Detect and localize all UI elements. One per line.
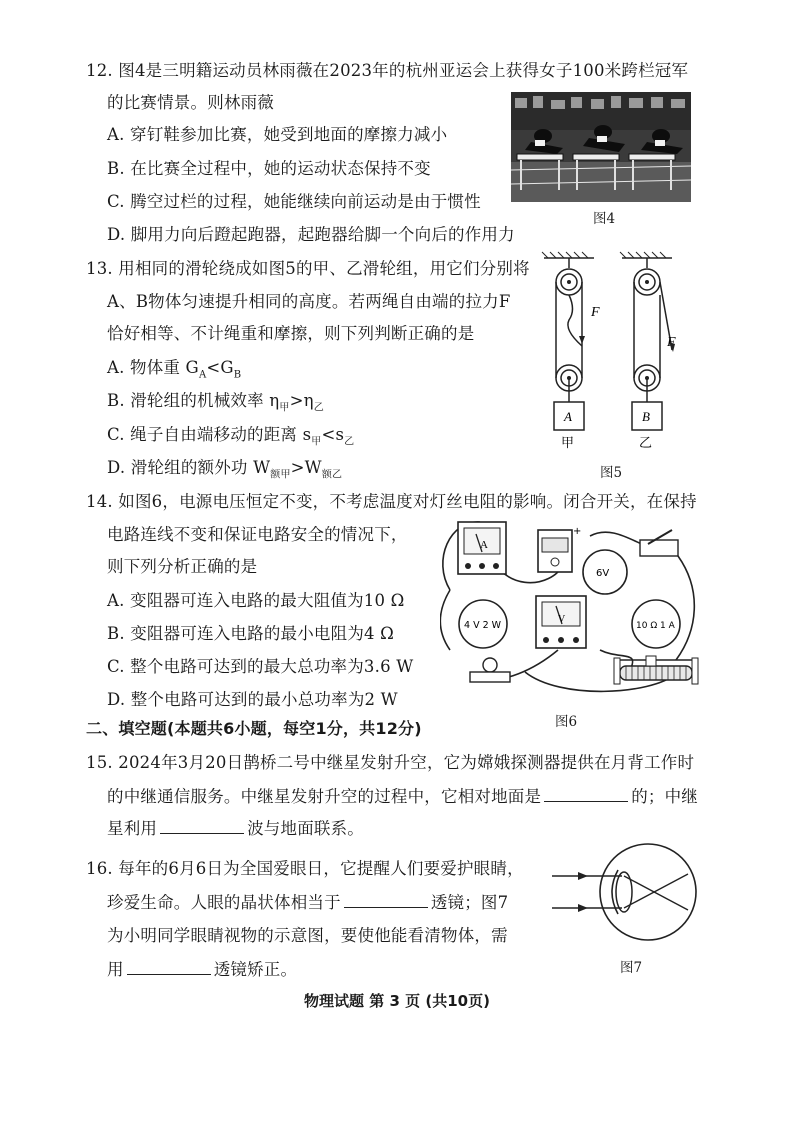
q14-line2: 电路连线不变和保证电路安全的情况下，	[107, 525, 408, 544]
q14-option-a: A. 变阻器可连入电路的最大阻值为10 Ω	[107, 591, 405, 610]
circuit-diagram	[440, 500, 702, 705]
q14-option-d: D. 整个电路可达到的最小总功率为2 W	[107, 690, 398, 709]
q15-line3: 星利用 波与地面联系。	[107, 819, 365, 838]
q12-option-a: A. 穿钉鞋参加比赛，她受到地面的摩擦力减小	[107, 125, 448, 144]
force-label-yi: F	[667, 335, 676, 350]
q12-option-b: B. 在比赛全过程中，她的运动状态保持不变	[107, 159, 431, 178]
q13-line3: 恰好相等、不计绳重和摩擦，则下列判断正确的是	[107, 324, 475, 343]
q13-option-a: A. 物体重 $G_A<G_B$	[107, 358, 242, 381]
voltmeter-icon	[536, 596, 586, 648]
label-yi: 乙	[639, 436, 653, 450]
q15-blank-1[interactable]	[544, 787, 628, 802]
lamp-icon	[470, 658, 510, 682]
q13-line1: 13. 用相同的滑轮绕成如图5的甲、乙滑轮组，用它们分别将	[86, 259, 530, 278]
page-footer: 物理试题 第 3 页 (共10页)	[304, 992, 490, 1010]
q16-line3: 为小明同学眼睛视物的示意图，要使他能看清物体，需	[107, 926, 508, 945]
q12-line1: 12. 图4是三明籍运动员林雨薇在2023年的杭州亚运会上获得女子100米跨栏冠军	[86, 61, 689, 80]
q15-blank-2[interactable]	[160, 819, 244, 834]
block-a-label: A	[564, 409, 572, 424]
q13-option-d: D. 滑轮组的额外功 $W_{额甲}>W_{额乙}$	[107, 458, 343, 481]
q16-line4: 用 透镜矫正。	[107, 960, 298, 979]
source-voltage-label: 6V	[596, 568, 610, 579]
rheostat-icon	[614, 656, 698, 684]
q16-blank-1[interactable]	[344, 893, 428, 908]
q15-line2: 的中继通信服务。中继星发射升空的过程中，它相对地面是 的；中继	[107, 787, 699, 806]
svg-text:+: +	[573, 526, 582, 537]
q14-option-c: C. 整个电路可达到的最大总功率为3.6 W	[107, 657, 414, 676]
q12-line2: 的比赛情景。则林雨薇	[107, 93, 274, 112]
q16-line2: 珍爱生命。人眼的晶状体相当于 透镜；图7	[107, 893, 509, 912]
q13-option-c: C. 绳子自由端移动的距离 $s_甲<s_乙$	[107, 425, 355, 448]
q13-option-b: B. 滑轮组的机械效率 $\eta_甲>\eta_乙$	[107, 391, 324, 414]
q15-line1: 15. 2024年3月20日鹊桥二号中继星发射升空，它为嫦娥探测器提供在月背工作时	[86, 753, 695, 772]
q16-blank-2[interactable]	[127, 960, 211, 975]
q13-line2: A、B物体匀速提升相同的高度。若两绳自由端的拉力F	[107, 292, 511, 311]
q14-line3: 则下列分析正确的是	[107, 557, 258, 576]
figure4-caption: 图4	[593, 211, 616, 227]
hurdle-race-photo	[511, 92, 691, 202]
q12-option-c: C. 腾空过栏的过程，她能继续向前运动是由于惯性	[107, 192, 481, 211]
q16-line1: 16. 每年的6月6日为全国爱眼日，它提醒人们要爱护眼睛，	[86, 859, 524, 878]
figure5-caption: 图5	[600, 465, 623, 481]
switch-icon	[640, 530, 678, 556]
q14-line1: 14. 如图6，电源电压恒定不变，不考虑温度对灯丝电阻的影响。闭合开关，在保持	[86, 492, 697, 511]
figure6-caption: 图6	[555, 714, 578, 730]
voltmeter-label: V	[558, 614, 566, 625]
block-b-label: B	[642, 409, 650, 424]
rheostat-rating-label: 10 Ω 1 A	[636, 621, 675, 631]
eye-diagram	[548, 836, 698, 951]
q12-option-d: D. 脚用力向后蹬起跑器，起跑器给脚一个向后的作用力	[107, 225, 515, 244]
battery-icon	[538, 526, 581, 572]
q14-option-b: B. 变阻器可连入电路的最小电阻为4 Ω	[107, 624, 395, 643]
figure7-caption: 图7	[620, 960, 643, 976]
pulley-diagram	[536, 250, 686, 450]
ammeter-label: A	[480, 539, 488, 551]
lamp-rating-label: 4 V 2 W	[464, 620, 502, 631]
label-jia: 甲	[561, 436, 575, 450]
section2-heading: 二、填空题(本题共6小题，每空1分，共12分)	[86, 719, 422, 738]
force-label-jia: F	[591, 305, 600, 320]
ammeter-icon	[458, 522, 506, 574]
